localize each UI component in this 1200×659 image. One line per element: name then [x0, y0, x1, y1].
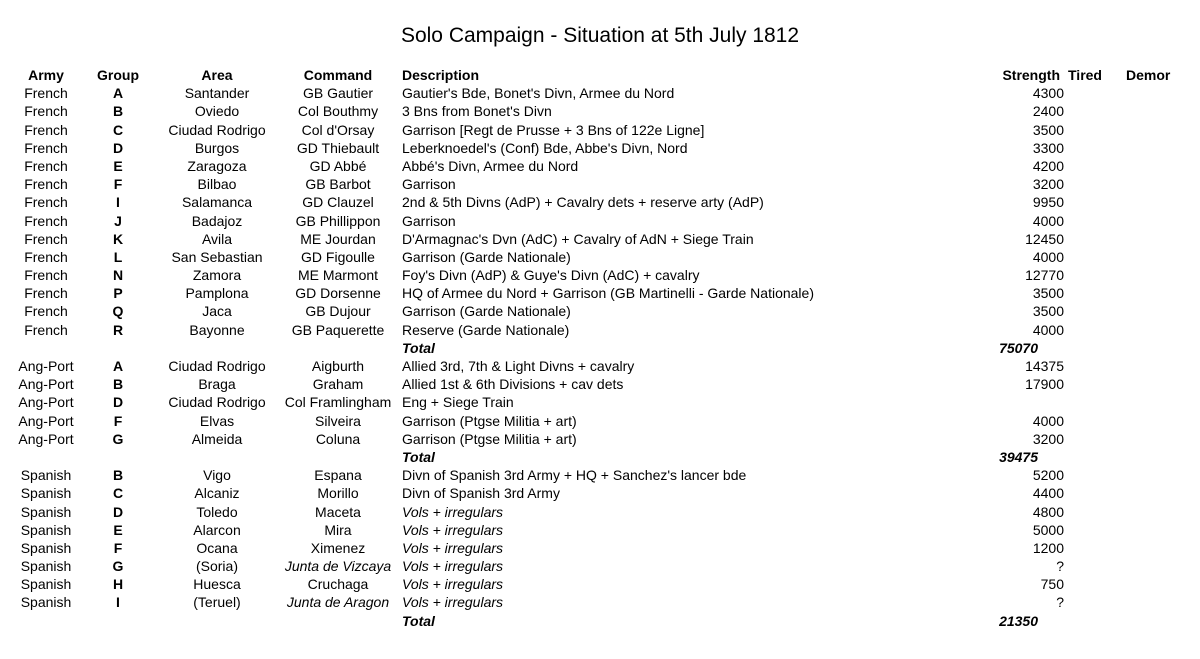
table-row [0, 230, 1200, 248]
cell-area: Vigo [203, 467, 231, 484]
cell-description: Vols + irregulars [402, 558, 504, 575]
cell-command: GD Dorsenne [295, 285, 381, 302]
cell-command: GB Paquerette [291, 321, 385, 338]
spanish-total-value: 21350 [999, 612, 1038, 629]
cell-army: French [24, 139, 68, 156]
cell-command: Cruchaga [307, 576, 369, 593]
cell-area: Ciudad Rodrigo [168, 394, 266, 411]
cell-area: San Sebastian [171, 248, 263, 265]
cell-army: French [24, 103, 68, 120]
cell-army: Ang-Port [18, 412, 74, 429]
cell-command: GD Thiebault [296, 139, 380, 156]
cell-strength: 17900 [1025, 376, 1064, 393]
cell-group: A [112, 85, 124, 102]
cell-strength: 3200 [1032, 176, 1064, 193]
cell-command: Silveira [315, 412, 361, 429]
cell-group: N [112, 267, 124, 284]
cell-army: Spanish [20, 503, 72, 520]
cell-army: Ang-Port [18, 394, 74, 411]
cell-army: French [24, 303, 68, 320]
cell-army: French [24, 157, 68, 174]
cell-area: Bayonne [189, 321, 245, 338]
cell-strength: 4800 [1032, 503, 1064, 520]
cell-description: Garrison (Garde Nationale) [402, 248, 571, 265]
cell-area: Elvas [199, 412, 235, 429]
cell-strength: ? [1056, 558, 1064, 575]
cell-description: Garrison [402, 176, 456, 193]
cell-strength: 4300 [1032, 85, 1064, 102]
cell-strength: 3500 [1032, 285, 1064, 302]
cell-description: Vols + irregulars [402, 594, 504, 611]
cell-area: Burgos [194, 139, 240, 156]
cell-army: French [24, 321, 68, 338]
cell-command: Junta de Vizcaya [284, 558, 392, 575]
cell-army: Spanish [20, 485, 72, 502]
cell-command: Espana [314, 467, 362, 484]
cell-command: GD Figoulle [301, 248, 375, 265]
cell-strength: 12770 [1025, 267, 1064, 284]
cell-area: Ocana [196, 539, 238, 556]
cell-army: Spanish [20, 558, 72, 575]
table-row [0, 121, 1200, 139]
cell-command: GB Barbot [305, 176, 371, 193]
cell-command: Junta de Aragon [286, 594, 390, 611]
cell-army: Spanish [20, 467, 72, 484]
cell-group: J [114, 212, 122, 229]
french-total-row [0, 339, 1200, 357]
table-row [0, 139, 1200, 157]
cell-group: E [113, 521, 123, 538]
header-description: Description [402, 67, 480, 83]
cell-army: Spanish [20, 576, 72, 593]
cell-description: Garrison [402, 212, 456, 229]
header-army: Army [28, 67, 64, 83]
table-row [0, 193, 1200, 211]
cell-group: Q [112, 303, 124, 320]
table-row [0, 430, 1200, 448]
french-section [0, 84, 1200, 339]
cell-command: GB Dujour [305, 303, 371, 320]
table-row [0, 102, 1200, 120]
cell-area: Avila [201, 230, 233, 247]
cell-area: Jaca [202, 303, 232, 320]
cell-command: Aigburth [311, 358, 365, 374]
table-row [0, 175, 1200, 193]
header-group: Group [97, 67, 139, 83]
table-row [0, 248, 1200, 266]
cell-description: Garrison (Garde Nationale) [402, 303, 571, 320]
cell-group: E [113, 157, 123, 174]
cell-command: GD Clauzel [302, 194, 374, 211]
cell-group: D [112, 503, 124, 520]
cell-area: Huesca [193, 576, 241, 593]
table-row [0, 466, 1200, 484]
cell-area: Zamora [192, 267, 242, 284]
table-row [0, 393, 1200, 411]
cell-army: French [24, 285, 68, 302]
cell-army: French [24, 248, 68, 265]
spanish-total-label: Total [402, 612, 435, 629]
table-row [0, 539, 1200, 557]
table-row [0, 84, 1200, 102]
table-row [0, 284, 1200, 302]
cell-army: French [24, 85, 68, 102]
cell-command: Coluna [315, 430, 361, 447]
table-row [0, 357, 1200, 375]
cell-area: Alarcon [193, 521, 241, 538]
spanish-total-row [0, 612, 1200, 630]
cell-strength: ? [1056, 594, 1064, 611]
cell-strength: 3200 [1032, 430, 1064, 447]
cell-description: Vols + irregulars [402, 576, 504, 593]
cell-strength: 4000 [1032, 412, 1064, 429]
french-total-value: 75070 [999, 339, 1038, 356]
cell-strength: 14375 [1025, 358, 1064, 374]
cell-area: Toledo [196, 503, 238, 520]
table-row [0, 503, 1200, 521]
cell-strength: 12450 [1025, 230, 1064, 247]
cell-army: Spanish [20, 594, 72, 611]
french-total-label: Total [402, 339, 435, 356]
header-tired: Tired [1068, 67, 1102, 83]
cell-description: Allied 3rd, 7th & Light Divns + cavalry [402, 358, 635, 374]
cell-strength: 3300 [1032, 139, 1064, 156]
table-row [0, 484, 1200, 502]
cell-command: GD Abbé [309, 157, 367, 174]
cell-area: Oviedo [194, 103, 240, 120]
cell-description: Gautier's Bde, Bonet's Divn, Armee du Nord [402, 85, 675, 102]
cell-group: C [112, 121, 124, 138]
cell-area: (Teruel) [193, 594, 241, 611]
table-row [0, 302, 1200, 320]
cell-description: Divn of Spanish 3rd Army + HQ + Sanchez's lancer bde [402, 467, 747, 484]
angport-total-value: 39475 [999, 448, 1038, 465]
cell-group: P [113, 285, 123, 302]
cell-area: Bilbao [197, 176, 237, 193]
cell-strength: 4000 [1032, 321, 1064, 338]
cell-area: (Soria) [195, 558, 238, 575]
cell-area: Santander [184, 85, 250, 102]
table-row [0, 321, 1200, 339]
cell-command: Mira [324, 521, 352, 538]
cell-description: Abbé's Divn, Armee du Nord [402, 157, 579, 174]
angport-total-label: Total [402, 448, 435, 465]
cell-strength: 4400 [1032, 485, 1064, 502]
cell-description: Leberknoedel's (Conf) Bde, Abbe's Divn, Nord [402, 139, 688, 156]
table-header [0, 66, 1200, 84]
cell-strength: 3500 [1032, 303, 1064, 320]
cell-description: Garrison [Regt de Prusse + 3 Bns of 122e Ligne] [402, 121, 705, 138]
cell-group: D [112, 139, 124, 156]
cell-strength: 5200 [1032, 467, 1064, 484]
cell-area: Salamanca [181, 194, 253, 211]
cell-group: K [112, 230, 124, 247]
cell-strength: 4200 [1032, 157, 1064, 174]
cell-description: Allied 1st & 6th Divisions + cav dets [402, 376, 624, 393]
angport-total-row [0, 448, 1200, 466]
cell-strength: 2400 [1032, 103, 1064, 120]
cell-strength: 9950 [1032, 194, 1064, 211]
cell-description: Vols + irregulars [402, 503, 504, 520]
table-row [0, 212, 1200, 230]
cell-group: R [112, 321, 124, 338]
table-row [0, 557, 1200, 575]
cell-army: Ang-Port [18, 430, 74, 447]
cell-description: Divn of Spanish 3rd Army [402, 485, 560, 502]
cell-area: Badajoz [191, 212, 243, 229]
cell-group: F [113, 539, 123, 556]
cell-strength: 750 [1040, 576, 1064, 593]
header-demor: Demor [1126, 67, 1171, 83]
cell-group: A [112, 358, 124, 374]
cell-description: HQ of Armee du Nord + Garrison (GB Martinelli - Garde Nationale) [402, 285, 814, 302]
cell-area: Braga [198, 376, 236, 393]
cell-army: French [24, 267, 68, 284]
cell-group: F [113, 176, 123, 193]
cell-area: Ciudad Rodrigo [168, 358, 266, 374]
cell-description: Vols + irregulars [402, 521, 504, 538]
table-row [0, 375, 1200, 393]
cell-army: Spanish [20, 521, 72, 538]
cell-command: Col d'Orsay [301, 121, 375, 138]
cell-command: GB Phillippon [295, 212, 381, 229]
cell-strength: 4000 [1032, 212, 1064, 229]
cell-area: Pamplona [185, 285, 249, 302]
page-title: Solo Campaign - Situation at 5th July 1812 [400, 24, 800, 47]
cell-group: G [112, 430, 124, 447]
cell-description: Reserve (Garde Nationale) [402, 321, 570, 338]
cell-command: ME Jourdan [300, 230, 376, 247]
table-row [0, 593, 1200, 611]
cell-army: Ang-Port [18, 376, 74, 393]
cell-group: I [116, 594, 120, 611]
campaign-table [0, 66, 1200, 630]
cell-group: H [112, 576, 124, 593]
cell-command: Graham [312, 376, 364, 393]
table-row [0, 575, 1200, 593]
cell-command: Maceta [315, 503, 361, 520]
cell-description: Eng + Siege Train [402, 394, 514, 411]
header-command: Command [303, 67, 373, 83]
table-row [0, 521, 1200, 539]
cell-command: Ximenez [310, 539, 366, 556]
cell-army: French [24, 194, 68, 211]
cell-area: Almeida [191, 430, 243, 447]
cell-command: Morillo [317, 485, 359, 502]
cell-command: GB Gautier [302, 85, 374, 102]
cell-description: 2nd & 5th Divns (AdP) + Cavalry dets + reserve arty (AdP) [402, 194, 764, 211]
cell-group: I [116, 194, 120, 211]
cell-description: Garrison (Ptgse Militia + art) [402, 430, 577, 447]
cell-description: 3 Bns from Bonet's Divn [402, 103, 552, 120]
cell-group: F [113, 412, 123, 429]
spanish-section [0, 466, 1200, 612]
cell-army: French [24, 121, 68, 138]
cell-army: French [24, 212, 68, 229]
angport-section [0, 357, 1200, 448]
cell-description: Vols + irregulars [402, 539, 504, 556]
cell-army: Spanish [20, 539, 72, 556]
cell-description: Foy's Divn (AdP) & Guye's Divn (AdC) + cavalry [402, 267, 700, 284]
cell-area: Ciudad Rodrigo [168, 121, 266, 138]
cell-strength: 1200 [1032, 539, 1064, 556]
cell-group: C [112, 485, 124, 502]
cell-group: B [112, 376, 124, 393]
table-row [0, 266, 1200, 284]
table-row [0, 157, 1200, 175]
cell-group: B [112, 103, 124, 120]
cell-area: Zaragoza [187, 157, 247, 174]
cell-group: B [112, 467, 124, 484]
cell-army: Ang-Port [18, 358, 74, 374]
cell-group: L [113, 248, 123, 265]
cell-group: D [112, 394, 124, 411]
cell-area: Alcaniz [194, 485, 240, 502]
cell-army: French [24, 176, 68, 193]
cell-description: D'Armagnac's Dvn (AdC) + Cavalry of AdN + Siege Train [402, 230, 754, 247]
cell-strength: 4000 [1032, 248, 1064, 265]
header-strength: Strength [1002, 67, 1060, 83]
cell-strength: 3500 [1032, 121, 1064, 138]
cell-command: ME Marmont [297, 267, 379, 284]
cell-strength: 5000 [1032, 521, 1064, 538]
cell-group: G [112, 558, 124, 575]
cell-army: French [24, 230, 68, 247]
cell-description: Garrison (Ptgse Militia + art) [402, 412, 577, 429]
header-area: Area [201, 67, 233, 83]
cell-command: Col Framlingham [284, 394, 392, 411]
cell-command: Col Bouthmy [297, 103, 379, 120]
table-row [0, 412, 1200, 430]
